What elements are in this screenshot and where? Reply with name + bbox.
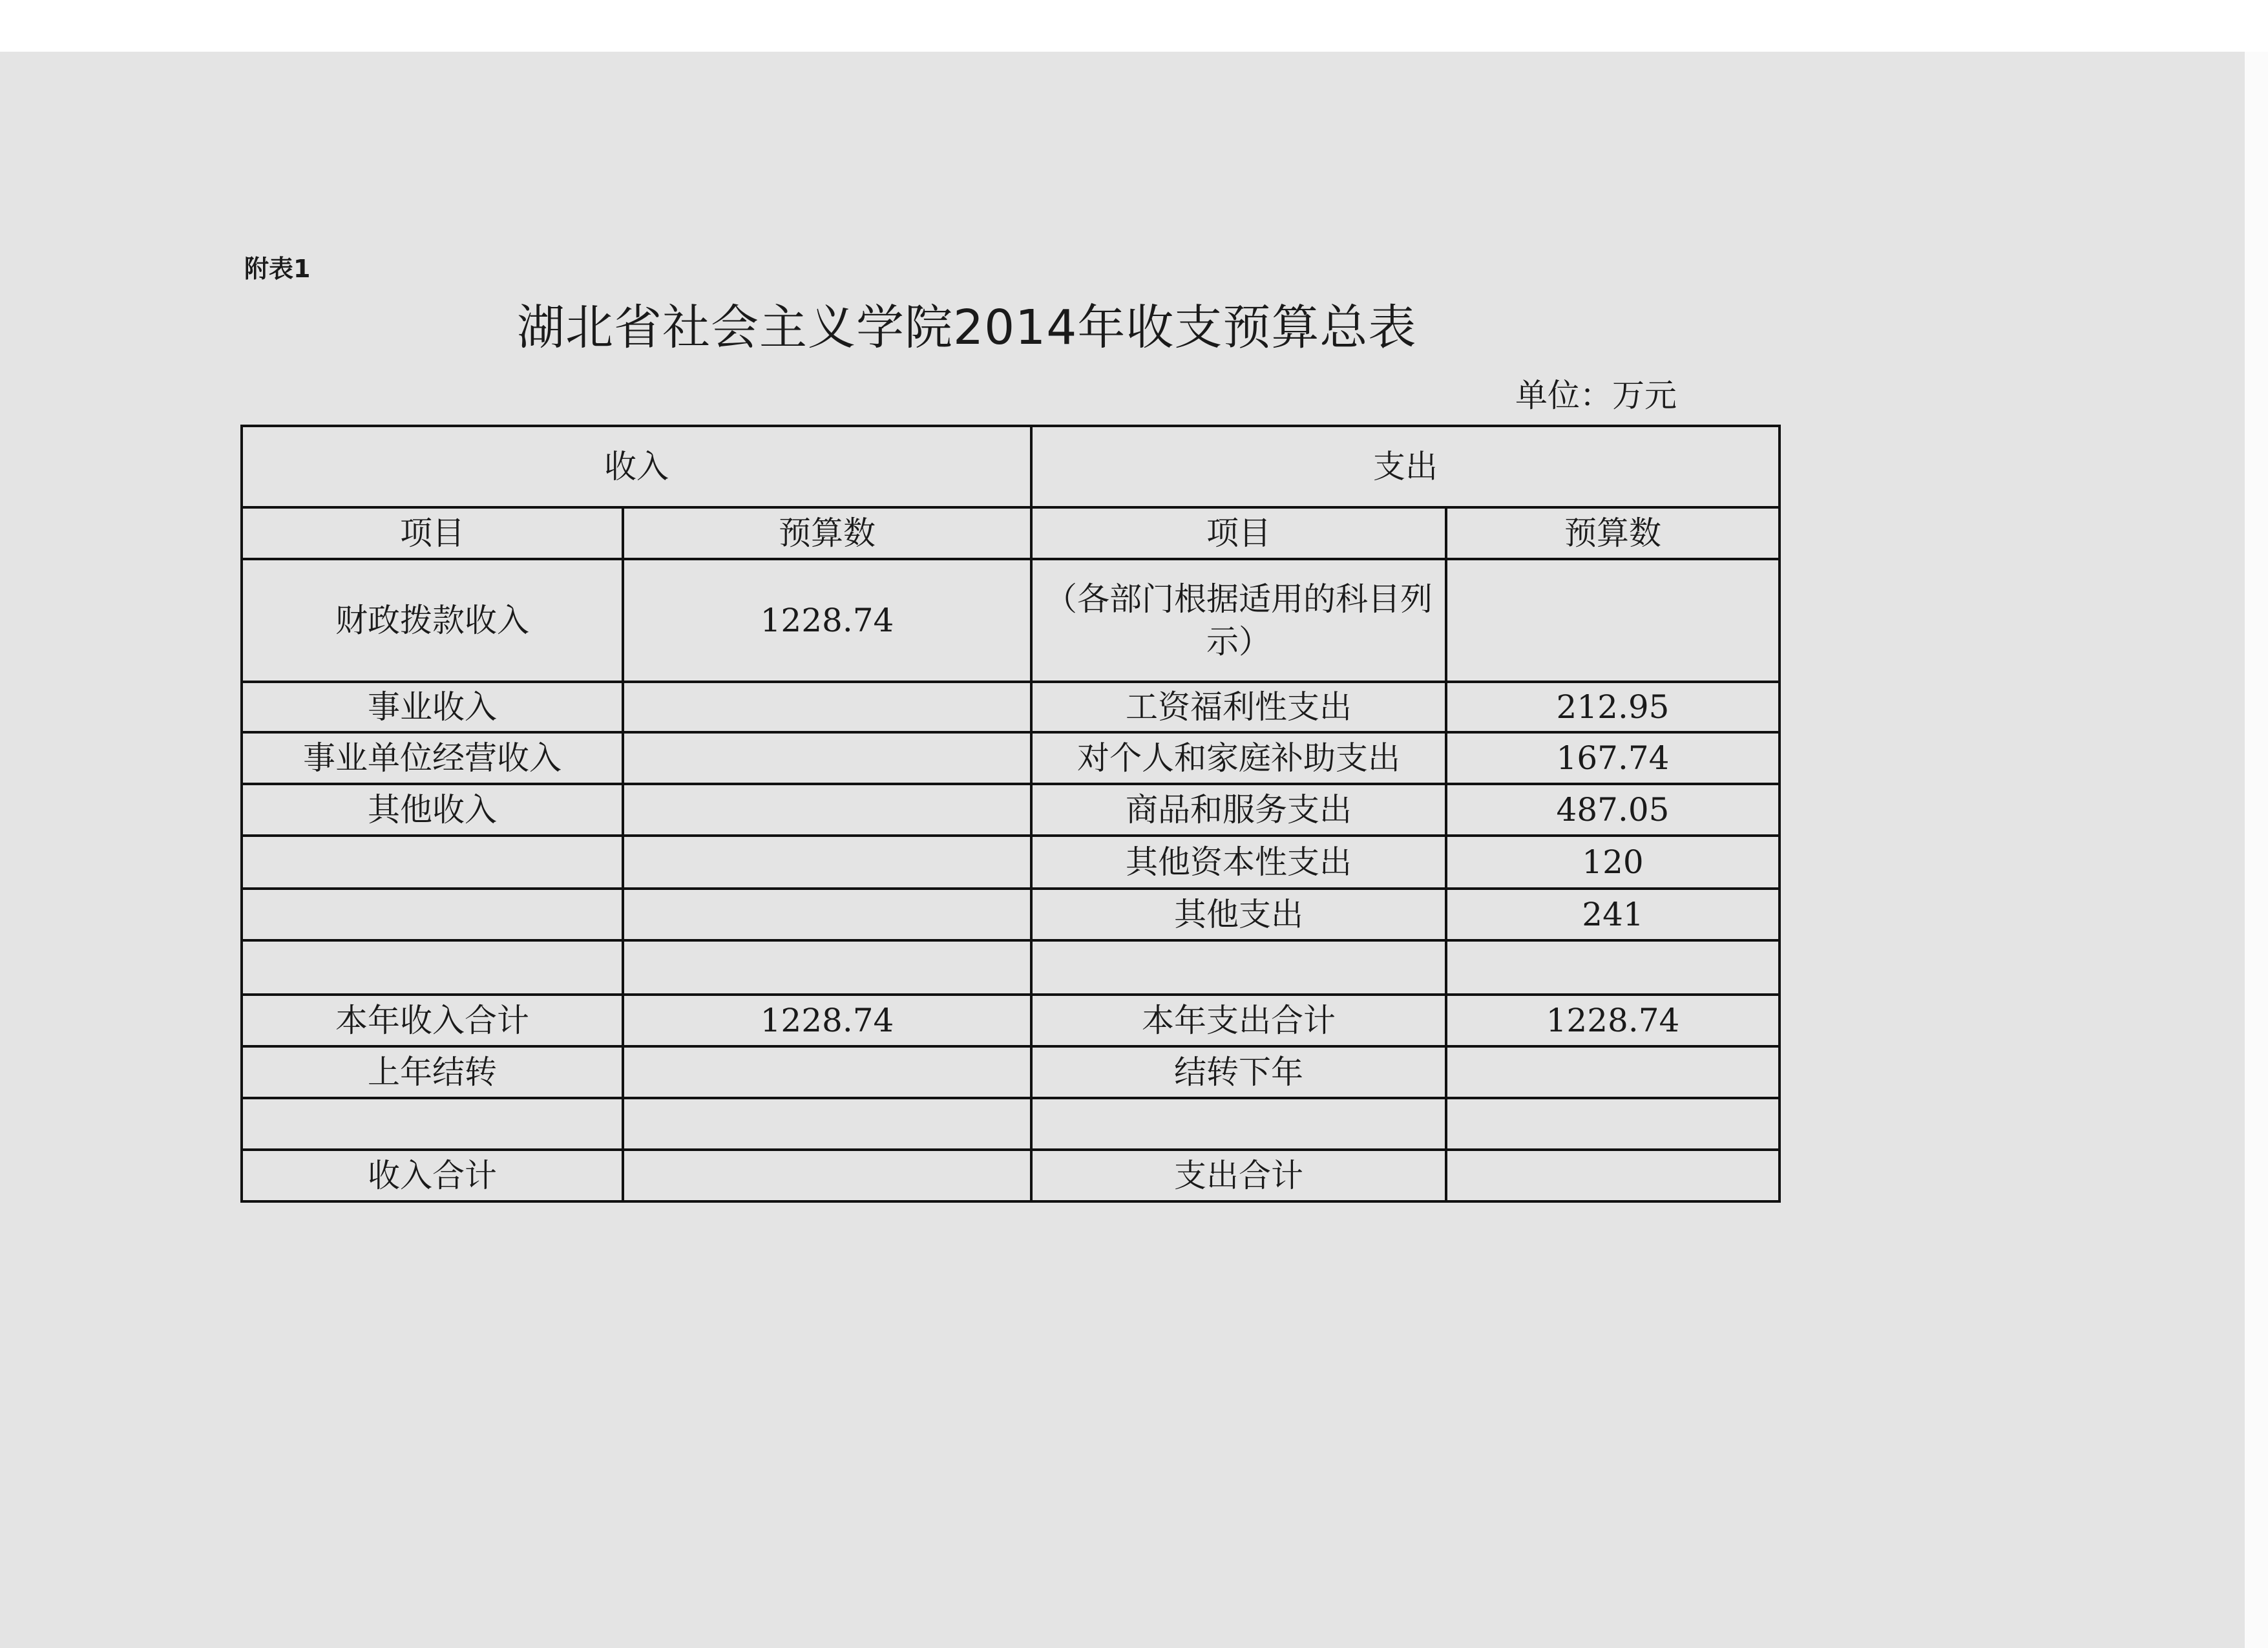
income-item-cell: 财政拨款收入 xyxy=(242,559,623,682)
unit-label: 单位：万元 xyxy=(1515,377,1677,414)
table-row xyxy=(242,1046,1780,1098)
income-value-cell xyxy=(623,889,1031,940)
income-value-cell xyxy=(623,784,1031,836)
expense-item-cell: （各部门根据适用的科目列示） xyxy=(1031,559,1446,682)
income-item-cell: 其他收入 xyxy=(242,784,623,836)
income-value-cell xyxy=(623,732,1031,784)
income-value-cell xyxy=(623,836,1031,889)
scan-top-margin xyxy=(0,0,2268,52)
expense-group-header: 支出 xyxy=(1031,426,1780,507)
expense-value-cell xyxy=(1446,559,1780,682)
expense-item-cell: 工资福利性支出 xyxy=(1031,682,1446,732)
expense-value-cell: 167.74 xyxy=(1446,732,1780,784)
income-item-cell xyxy=(242,836,623,889)
income-value-cell: 1228.74 xyxy=(623,559,1031,682)
income-value-cell xyxy=(623,1046,1031,1098)
expense-budget-column-header: 预算数 xyxy=(1446,507,1780,559)
income-item-cell: 本年收入合计 xyxy=(242,995,623,1046)
expense-value-cell: 1228.74 xyxy=(1446,995,1780,1046)
income-item-cell: 事业单位经营收入 xyxy=(242,732,623,784)
expense-item-cell xyxy=(1031,1098,1446,1150)
expense-item-cell: 商品和服务支出 xyxy=(1031,784,1446,836)
income-item-cell xyxy=(242,889,623,940)
expense-value-cell: 120 xyxy=(1446,836,1780,889)
income-value-cell xyxy=(623,682,1031,732)
table-row xyxy=(242,682,1780,732)
income-item-cell: 事业收入 xyxy=(242,682,623,732)
income-value-cell xyxy=(623,1150,1031,1201)
income-value-cell xyxy=(623,940,1031,995)
expense-item-cell: 本年支出合计 xyxy=(1031,995,1446,1046)
expense-item-cell: 结转下年 xyxy=(1031,1046,1446,1098)
expense-value-cell xyxy=(1446,1150,1780,1201)
table-row xyxy=(242,940,1780,995)
table-row xyxy=(242,559,1780,682)
expense-item-cell xyxy=(1031,940,1446,995)
expense-item-cell: 其他资本性支出 xyxy=(1031,836,1446,889)
income-item-column-header: 项目 xyxy=(242,507,623,559)
table-column-header-row xyxy=(242,507,1780,559)
income-item-cell: 收入合计 xyxy=(242,1150,623,1201)
appendix-caption: 附表1 xyxy=(244,255,311,283)
expense-value-cell: 487.05 xyxy=(1446,784,1780,836)
table-row xyxy=(242,732,1780,784)
income-budget-column-header: 预算数 xyxy=(623,507,1031,559)
table-row xyxy=(242,995,1780,1046)
table-row xyxy=(242,784,1780,836)
expense-item-column-header: 项目 xyxy=(1031,507,1446,559)
income-item-cell: 上年结转 xyxy=(242,1046,623,1098)
expense-item-cell: 支出合计 xyxy=(1031,1150,1446,1201)
income-group-header: 收入 xyxy=(242,426,1031,507)
table-row xyxy=(242,1150,1780,1201)
expense-value-cell xyxy=(1446,1098,1780,1150)
expense-item-cell: 其他支出 xyxy=(1031,889,1446,940)
expense-value-cell xyxy=(1446,940,1780,995)
table-row xyxy=(242,889,1780,940)
table-row xyxy=(242,1098,1780,1150)
expense-value-cell: 212.95 xyxy=(1446,682,1780,732)
income-value-cell: 1228.74 xyxy=(623,995,1031,1046)
expense-value-cell xyxy=(1446,1046,1780,1098)
scan-right-margin xyxy=(2245,52,2268,1648)
budget-table xyxy=(240,425,1781,1203)
expense-item-cell: 对个人和家庭补助支出 xyxy=(1031,732,1446,784)
income-item-cell xyxy=(242,1098,623,1150)
table-group-header-row xyxy=(242,426,1780,507)
income-value-cell xyxy=(623,1098,1031,1150)
table-row xyxy=(242,836,1780,889)
expense-value-cell: 241 xyxy=(1446,889,1780,940)
page-title: 湖北省社会主义学院2014年收支预算总表 xyxy=(517,300,1417,355)
income-item-cell xyxy=(242,940,623,995)
